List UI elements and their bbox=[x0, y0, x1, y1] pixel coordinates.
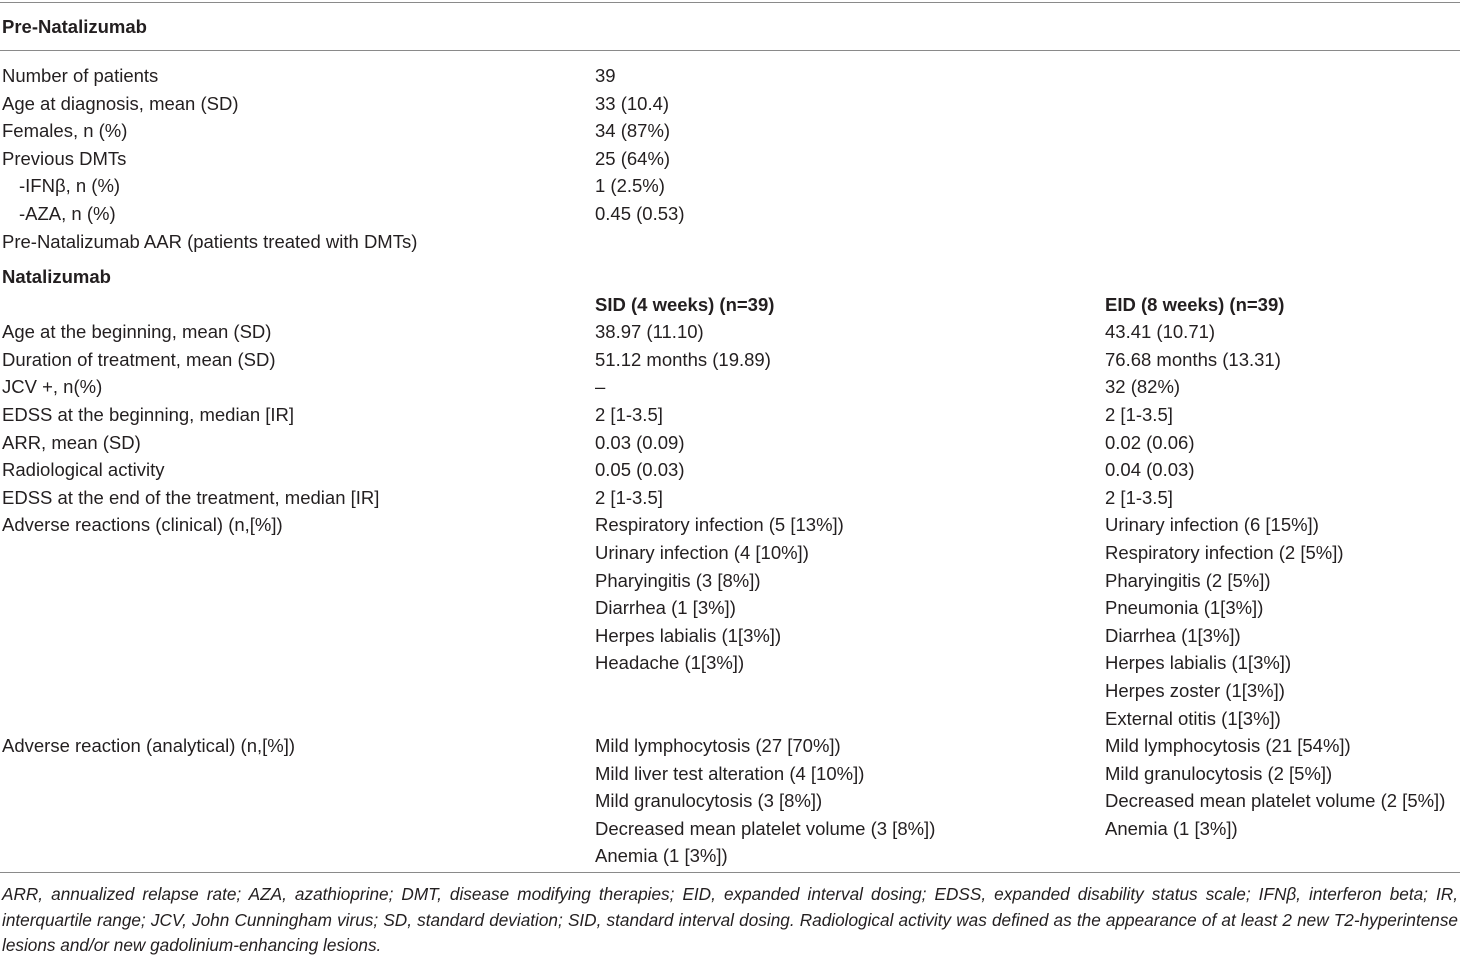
sid-value: 51.12 months (19.89) bbox=[595, 348, 771, 370]
list-item: Anemia (1 [3%]) bbox=[1105, 817, 1238, 839]
row-value: 33 (10.4) bbox=[595, 92, 670, 114]
sid-value: 38.97 (11.10) bbox=[595, 321, 704, 343]
list-item: Decreased mean platelet volume (3 [8%]) bbox=[595, 817, 936, 839]
eid-value: 2 [1-3.5] bbox=[1105, 486, 1173, 508]
row-label: JCV +, n(%) bbox=[2, 376, 103, 398]
list-item: Mild lymphocytosis (27 [70%]) bbox=[595, 735, 841, 756]
row-label: ARR, mean (SD) bbox=[2, 431, 141, 453]
sid-value: 2 [1-3.5] bbox=[595, 486, 663, 508]
list-item: External otitis (1[3%]) bbox=[1105, 707, 1281, 729]
table-row bbox=[0, 318, 1460, 346]
table-row bbox=[0, 401, 1460, 429]
row-label: Adverse reactions (clinical) (n,[%]) bbox=[2, 514, 283, 536]
list-item: Urinary infection (4 [10%]) bbox=[595, 541, 809, 563]
row-label: Pre-Natalizumab AAR (patients treated with DMTs) bbox=[2, 230, 418, 252]
row-label: Age at diagnosis, mean (SD) bbox=[2, 92, 239, 114]
row-value: 0.45 (0.53) bbox=[595, 203, 685, 224]
column-headers bbox=[0, 291, 1460, 319]
sid-value: – bbox=[595, 376, 606, 398]
section-header-natalizumab bbox=[0, 263, 1460, 291]
list-item: Respiratory infection (2 [5%]) bbox=[1105, 541, 1344, 563]
eid-value: 32 (82%) bbox=[1105, 376, 1181, 398]
list-item: Mild granulocytosis (2 [5%]) bbox=[1105, 762, 1333, 784]
row-label: EDSS at the beginning, median [IR] bbox=[2, 404, 295, 425]
sid-clinical-list bbox=[595, 511, 844, 677]
list-item: Pharyingitis (3 [8%]) bbox=[595, 569, 761, 591]
section-header-pre-natalizumab bbox=[0, 13, 1460, 41]
table-row-clinical bbox=[0, 511, 1460, 729]
sid-value: 0.03 (0.09) bbox=[595, 431, 685, 453]
row-label: Duration of treatment, mean (SD) bbox=[2, 348, 276, 370]
table-row bbox=[0, 373, 1460, 401]
table-row bbox=[0, 62, 1460, 90]
table-row bbox=[0, 456, 1460, 484]
eid-value: 0.02 (0.06) bbox=[1105, 431, 1195, 453]
eid-analytical-list bbox=[1105, 732, 1445, 842]
sid-analytical-list bbox=[595, 732, 935, 870]
row-label: EDSS at the end of the treatment, median [IR] bbox=[2, 486, 380, 508]
list-item: Herpes labialis (1[3%]) bbox=[1105, 652, 1292, 674]
section-title: Natalizumab bbox=[2, 266, 111, 287]
table-row bbox=[0, 346, 1460, 374]
table-row-analytical bbox=[0, 732, 1460, 867]
table-row bbox=[0, 172, 1460, 200]
list-item: Diarrhea (1[3%]) bbox=[1105, 624, 1241, 646]
top-rule bbox=[0, 2, 1460, 3]
column-header-eid: EID (8 weeks) (n=39) bbox=[1105, 293, 1285, 315]
list-item: Headache (1[3%]) bbox=[595, 652, 745, 674]
table-row bbox=[0, 484, 1460, 512]
bottom-rule bbox=[0, 872, 1460, 873]
row-label: -IFNβ, n (%) bbox=[19, 175, 121, 197]
list-item: Herpes zoster (1[3%]) bbox=[1105, 679, 1285, 701]
list-item: Respiratory infection (5 [13%]) bbox=[595, 514, 844, 536]
row-label: Age at the beginning, mean (SD) bbox=[2, 321, 272, 343]
list-item: Anemia (1 [3%]) bbox=[595, 845, 728, 867]
eid-value: 2 [1-3.5] bbox=[1105, 404, 1173, 425]
section-title: Pre-Natalizumab bbox=[2, 16, 147, 37]
row-value: 39 bbox=[595, 65, 616, 86]
table-footnote: ARR, annualized relapse rate; AZA, azathioprine; DMT, disease modifying therapies; EID, expanded interval dosing; EDSS, expanded disability status scale; IFNβ, interferon beta; IR, interquartile range; JCV, John Cunningham virus; SD, standard deviation; SID, standard interval dosing. Radiological activity was defined as the appearance of at least 2 new T2-hyperintense lesions and/or new gadolinium-enhancing lesions. bbox=[2, 884, 1458, 955]
row-value: 1 (2.5%) bbox=[595, 175, 665, 197]
eid-value: 76.68 months (13.31) bbox=[1105, 348, 1281, 370]
row-label: Females, n (%) bbox=[2, 120, 128, 142]
table-row bbox=[0, 145, 1460, 173]
column-header-sid: SID (4 weeks) (n=39) bbox=[595, 293, 775, 315]
table-row bbox=[0, 200, 1460, 228]
list-item: Urinary infection (6 [15%]) bbox=[1105, 514, 1319, 536]
table-row bbox=[0, 429, 1460, 457]
table-row bbox=[0, 90, 1460, 118]
header-rule bbox=[0, 50, 1460, 51]
list-item: Mild lymphocytosis (21 [54%]) bbox=[1105, 735, 1351, 756]
eid-value: 43.41 (10.71) bbox=[1105, 321, 1216, 343]
row-value: 34 (87%) bbox=[595, 120, 671, 142]
list-item: Pneumonia (1[3%]) bbox=[1105, 597, 1264, 619]
list-item: Diarrhea (1 [3%]) bbox=[595, 597, 736, 619]
row-label: Radiological activity bbox=[2, 459, 165, 481]
list-item: Pharyingitis (2 [5%]) bbox=[1105, 569, 1271, 591]
row-label: Previous DMTs bbox=[2, 147, 127, 169]
row-label: Number of patients bbox=[2, 65, 159, 86]
sid-value: 2 [1-3.5] bbox=[595, 404, 663, 425]
table-row bbox=[0, 228, 1460, 256]
row-label: Adverse reaction (analytical) (n,[%]) bbox=[2, 735, 296, 756]
row-value: 25 (64%) bbox=[595, 147, 671, 169]
eid-value: 0.04 (0.03) bbox=[1105, 459, 1195, 481]
sid-value: 0.05 (0.03) bbox=[595, 459, 685, 481]
table-row bbox=[0, 117, 1460, 145]
eid-clinical-list bbox=[1105, 511, 1344, 732]
list-item: Herpes labialis (1[3%]) bbox=[595, 624, 782, 646]
list-item: Decreased mean platelet volume (2 [5%]) bbox=[1105, 790, 1446, 812]
row-label: -AZA, n (%) bbox=[19, 203, 116, 224]
list-item: Mild liver test alteration (4 [10%]) bbox=[595, 762, 865, 784]
list-item: Mild granulocytosis (3 [8%]) bbox=[595, 790, 823, 812]
